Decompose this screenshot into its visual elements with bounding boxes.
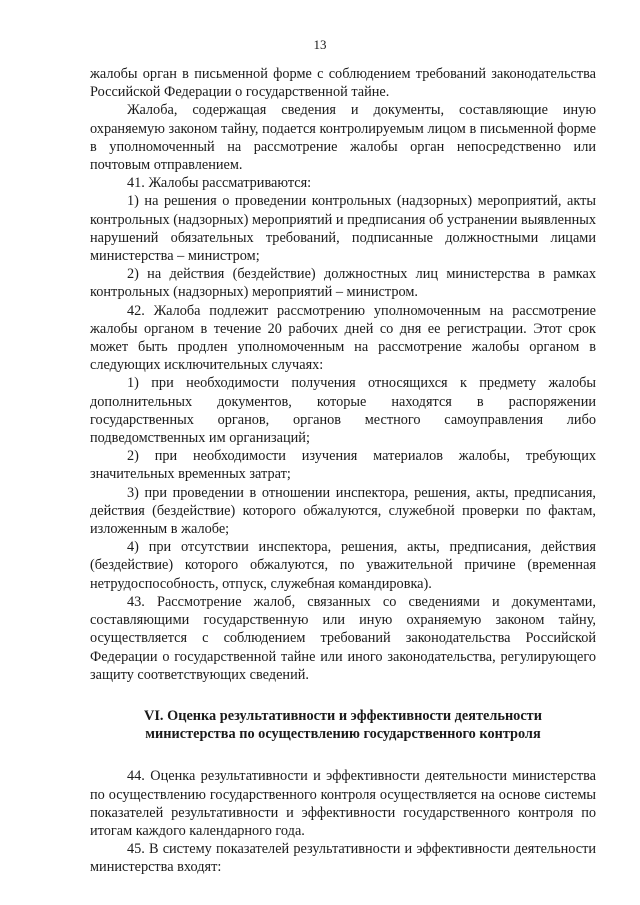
section-heading-line-1: VI. Оценка результативности и эффективности деятельности: [144, 707, 542, 724]
page-number: 13: [313, 37, 327, 52]
paragraph: 3) при проведении в отношении инспектора, решения, акты, предписания, действия (бездействие) которого обжалуются, служебной проверки по фактам, изложенным в жалобе;: [90, 484, 596, 538]
paragraphs-before-heading: [90, 65, 596, 684]
paragraph: жалобы орган в письменной форме с соблюдением требований законодательства Российской Федерации о государственной тайне.: [90, 66, 596, 101]
section-heading-line-2: министерства по осуществлению государственного контроля: [145, 726, 541, 743]
paragraph: 1) при необходимости получения относящихся к предмету жалобы дополнительных документов, которые находятся в распоряжении государственных органов, органов местного самоуправления либо подведомственных им организаций;: [90, 375, 596, 447]
paragraph: Жалоба, содержащая сведения и документы, составляющие иную охраняемую законом тайну, подается контролируемым лицом в письменной форме в уполномоченный на рассмотрение жалобы орган непосредственно или почтовым отправлением.: [90, 102, 596, 174]
paragraph: 45. В систему показателей результативности и эффективности деятельности министерства входят:: [90, 841, 596, 876]
paragraph: 2) на действия (бездействие) должностных лиц министерства в рамках контрольных (надзорных) мероприятий – министром.: [90, 266, 596, 301]
paragraphs-after-heading: [90, 767, 596, 876]
paragraph: 41. Жалобы рассматриваются:: [127, 175, 312, 192]
paragraph: 4) при отсутствии инспектора, решения, акты, предписания, действия (бездействие) которого обжалуются, по уважительной причине (временная нетрудоспособность, отпуск, служебная командировка).: [90, 539, 596, 592]
paragraph: 44. Оценка результативности и эффективности деятельности министерства по осуществлению государственного контроля осуществляется на основе системы показателей результативности и эффективности государственного контроля по итогам каждого календарного года.: [90, 768, 596, 839]
paragraph: 43. Рассмотрение жалоб, связанных со сведениями и документами, составляющими государственную или иную охраняемую законом тайну, осуществляется с соблюдением требований законодательства Российской Федерации о государственной тайне или иного законодательства, регулирующего защиту соответствующих сведений.: [90, 593, 596, 683]
paragraph: 42. Жалоба подлежит рассмотрению уполномоченным на рассмотрение жалобы органом в течение 20 рабочих дней со дня ее регистрации. Этот срок может быть продлен уполномоченным на рассмотрение жалобы органом в следующих исключительных случаях:: [90, 302, 596, 374]
paragraph: 2) при необходимости изучения материалов жалобы, требующих значительных временных затрат;: [90, 448, 596, 483]
document-body: [90, 65, 596, 877]
paragraph: 1) на решения о проведении контрольных (надзорных) мероприятий, акты контрольных (надзорных) мероприятий и предписания об устранении выявленных нарушений обязательных требований, подписанные должностными лицами министерства – министром;: [90, 193, 596, 265]
section-heading: [90, 707, 596, 743]
